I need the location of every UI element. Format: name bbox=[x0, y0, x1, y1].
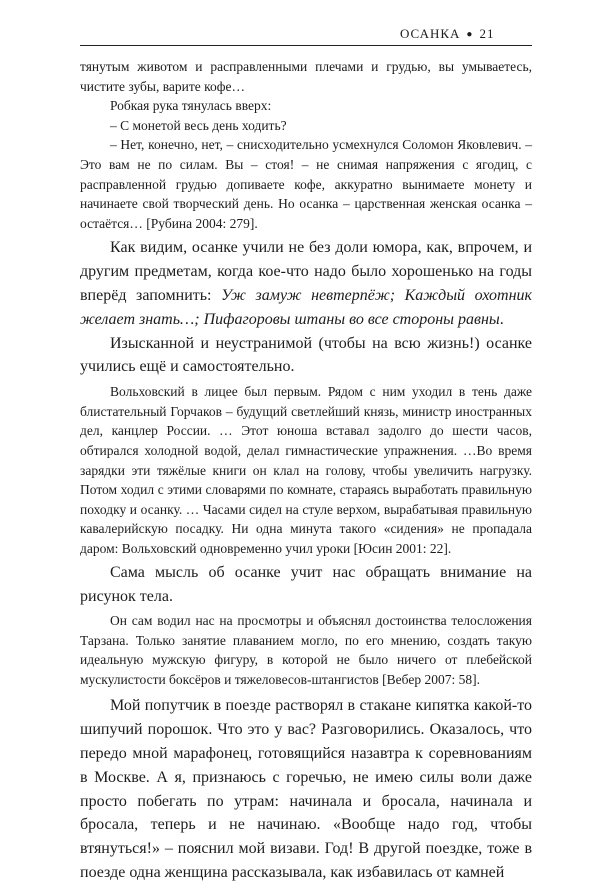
quote-paragraph: – Нет, конечно, нет, – снисходительно усмехнулся Соломон Яковлевич. – Это вам не по силам. Вы – стоя! – не снимая напряжения с ягодиц, с расправленной грудью допиваете кофе, аккуратно вынимаете монету и начинаете свой творческий день. Но осанка – царственная женская осанка – остаётся… [Рубина 2004: 279]. bbox=[80, 137, 532, 231]
header-rule bbox=[80, 45, 532, 46]
page-body bbox=[80, 57, 532, 885]
body-paragraph: Мой попутчик в поезде растворял в стакане кипятка какой-то шипучий порошок. Что это у вас? Разговорились. Оказалось, что передо мной марафонец, готовящийся назавтра к соревнованиям в Москве. А я, признаюсь с горечью, не имею силы воли даже просто побегать по утрам: начинала и бросала, начинала и бросала, теперь и не начинаю. «Вообще надо год, чтобы втянуться!» – пояснил мой визави. Год! В другой поездке, тоже в поезде одна женщина рассказывала, как избавилась от камней bbox=[80, 697, 532, 882]
bullet-separator: ● bbox=[466, 29, 474, 40]
running-header bbox=[400, 26, 530, 42]
body-paragraph: Изысканной и неустранимой (чтобы на всю жизнь!) осанке учились ещё и самостоятельно. bbox=[80, 334, 532, 376]
body-text: . bbox=[499, 310, 504, 328]
body-text: Как видим, осанке учили не без доли юмора, как, впрочем, и другим предметам, когда кое-что надо было хорошенько на годы вперёд запомнить: bbox=[80, 239, 532, 304]
quote-paragraph: Вольховский в лицее был первым. Рядом с ним уходил в тень даже блистательный Горчаков – будущий светлейший князь, министр иностранных дел, канцлер России. … Этот юноша вставал задолго до шести часов, обтирался холодной водой, делал гимнастические упражнения. …Во время зарядки эти тяжёлые книги он клал на голову, чтобы увеличить нагрузку. Потом ходил с этими словарями по комнате, стараясь выработать правильную походку и осанку. … Часами сидел на стуле верхом, вырабатывая правильную кавалерийскую посадку. Ни одна минута такого «сидения» не пропадала даром: Вольховский одновременно учил уроки [Юсин 2001: 22]. bbox=[80, 384, 532, 556]
quote-paragraph: тянутым животом и расправленными плечами и грудью, вы умываетесь, чистите зубы, варите кофе… bbox=[80, 59, 532, 94]
quote-paragraph: – С монетой весь день ходить? bbox=[110, 117, 287, 133]
body-paragraph: Сама мысль об осанке учит нас обращать внимание на рисунок тела. bbox=[80, 564, 532, 606]
section-title: ОСАНКА bbox=[400, 26, 461, 41]
body-paragraph bbox=[80, 236, 532, 331]
italic-examples: Уж замуж невтерпёж; Каждый охотник желает знать…; Пифагоровы штаны во все стороны равны bbox=[80, 286, 532, 328]
quote-paragraph: Он сам водил нас на просмотры и объяснял достоинства телосложения Тарзана. Только занятие плаванием могло, по его мнению, создать такую идеальную мужскую фигуру, в которой не было ничего от плебейской мускулистости боксёров и тяжеловесов-штангистов [Вебер 2007: 58]. bbox=[80, 613, 532, 687]
page-number: 21 bbox=[479, 26, 495, 41]
quote-paragraph: Робкая рука тянулась вверх: bbox=[110, 98, 272, 114]
